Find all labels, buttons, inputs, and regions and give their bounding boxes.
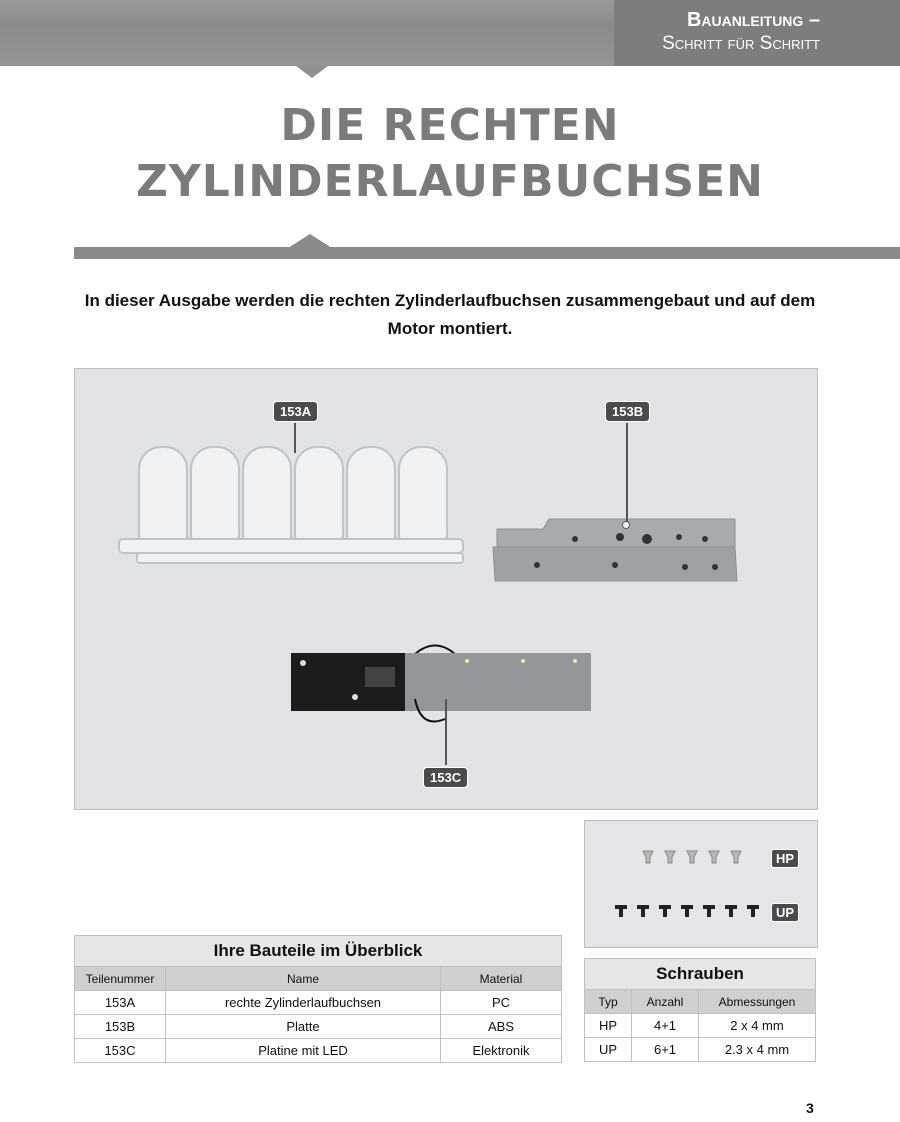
screws-table	[584, 958, 816, 1062]
title-rule-peak	[288, 234, 332, 248]
part-name: rechte Zylinderlaufbuchsen	[166, 991, 441, 1015]
screw-dimensions: 2 x 4 mm	[699, 1014, 816, 1038]
part-name: Platte	[166, 1015, 441, 1039]
label-153c-line	[445, 699, 447, 765]
parts-col-material: Material	[441, 967, 562, 991]
parts-table-caption: Ihre Bauteile im Überblick	[75, 936, 562, 967]
parts-table	[74, 935, 562, 1063]
screw-count: 4+1	[632, 1014, 699, 1038]
header-notch	[296, 66, 328, 78]
screw-type: HP	[585, 1014, 632, 1038]
label-153c: 153C	[423, 767, 468, 788]
screws-col-dimensions: Abmessungen	[699, 990, 816, 1014]
header-band	[0, 0, 900, 66]
parts-col-name: Name	[166, 967, 441, 991]
cylinder-liners-153a	[119, 447, 463, 563]
part-number: 153C	[75, 1039, 166, 1063]
part-number: 153B	[75, 1015, 166, 1039]
label-153b-dot	[622, 521, 630, 529]
table-row	[585, 1038, 816, 1062]
page-title	[0, 98, 900, 210]
parts-photo	[74, 368, 818, 810]
screw-tag-hp: HP	[771, 849, 799, 868]
part-material: PC	[441, 991, 562, 1015]
title-rule	[74, 247, 900, 259]
title-line2: ZYLINDERLAUFBUCHSEN	[136, 156, 764, 207]
table-row	[75, 1015, 562, 1039]
circuit-board-153c	[291, 646, 591, 722]
title-line1: DIE RECHTEN	[280, 100, 620, 151]
hp-screws	[643, 851, 741, 863]
plate-153b	[493, 519, 737, 581]
label-153b: 153B	[605, 401, 650, 422]
screws-table-caption: Schrauben	[585, 959, 816, 990]
screw-type: UP	[585, 1038, 632, 1062]
series-title	[662, 8, 820, 56]
series-line2: Schritt für Schritt	[662, 33, 820, 54]
label-153a-line	[294, 423, 296, 453]
up-screws	[615, 905, 759, 917]
screws-illustration	[585, 821, 817, 947]
part-material: ABS	[441, 1015, 562, 1039]
screws-photo	[584, 820, 818, 948]
screws-col-count: Anzahl	[632, 990, 699, 1014]
table-row	[75, 1039, 562, 1063]
screw-tag-up: UP	[771, 903, 799, 922]
screw-dimensions: 2.3 x 4 mm	[699, 1038, 816, 1062]
screws-col-type: Typ	[585, 990, 632, 1014]
label-153b-line	[626, 423, 628, 523]
table-row	[585, 1014, 816, 1038]
series-line1: Bauanleitung –	[686, 9, 820, 31]
part-material: Elektronik	[441, 1039, 562, 1063]
table-row	[75, 991, 562, 1015]
label-153a: 153A	[273, 401, 318, 422]
part-number: 153A	[75, 991, 166, 1015]
part-name: Platine mit LED	[166, 1039, 441, 1063]
intro-text: In dieser Ausgabe werden die rechten Zylinderlaufbuchsen zusammengebaut und auf dem Motor montiert.	[84, 291, 816, 338]
parts-col-number: Teilenummer	[75, 967, 166, 991]
page-number: 3	[806, 1100, 814, 1116]
screw-count: 6+1	[632, 1038, 699, 1062]
